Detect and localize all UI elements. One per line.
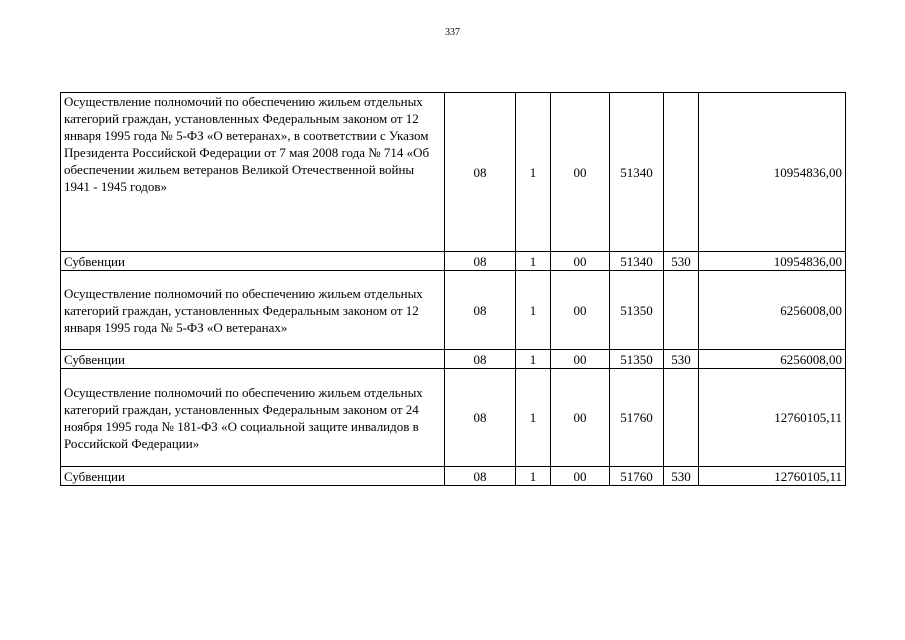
expense-type-code bbox=[664, 369, 699, 467]
target-code: 51340 bbox=[610, 252, 664, 271]
expense-type-code: 530 bbox=[664, 252, 699, 271]
expense-type-code bbox=[664, 93, 699, 252]
subsection-code: 1 bbox=[516, 350, 551, 369]
subsection-code: 1 bbox=[516, 271, 551, 350]
amount: 6256008,00 bbox=[699, 350, 846, 369]
section-code: 08 bbox=[445, 252, 516, 271]
program-code: 00 bbox=[551, 350, 610, 369]
program-code: 00 bbox=[551, 369, 610, 467]
amount: 10954836,00 bbox=[699, 252, 846, 271]
amount: 12760105,11 bbox=[699, 369, 846, 467]
row-name: Осуществление полномочий по обеспечению жильем отдельных категорий граждан, установленных Федеральным законом от 12 января 1995 года № 5-ФЗ «О ветеранах» bbox=[61, 271, 445, 350]
subsection-code: 1 bbox=[516, 467, 551, 486]
amount: 10954836,00 bbox=[699, 93, 846, 252]
subsection-code: 1 bbox=[516, 252, 551, 271]
page-number: 337 bbox=[445, 27, 460, 38]
section-code: 08 bbox=[445, 93, 516, 252]
target-code: 51350 bbox=[610, 350, 664, 369]
target-code: 51350 bbox=[610, 271, 664, 350]
table-row bbox=[61, 350, 846, 369]
subsection-code: 1 bbox=[516, 93, 551, 252]
expense-type-code bbox=[664, 271, 699, 350]
program-code: 00 bbox=[551, 271, 610, 350]
section-code: 08 bbox=[445, 271, 516, 350]
target-code: 51760 bbox=[610, 369, 664, 467]
row-name: Осуществление полномочий по обеспечению жильем отдельных категорий граждан, установленных Федеральным законом от 24 ноября 1995 года № 181-ФЗ «О социальной защите инвалидов в Российской Федерации» bbox=[61, 369, 445, 467]
table-row bbox=[61, 252, 846, 271]
expense-type-code: 530 bbox=[664, 467, 699, 486]
row-name: Субвенции bbox=[61, 252, 445, 271]
row-name: Осуществление полномочий по обеспечению жильем отдельных категорий граждан, установленных Федеральным законом от 12 января 1995 года № 5-ФЗ «О ветеранах», в соответствии с Указом Президента Российской Федерации от 7 мая 2008 года № 714 «Об обеспечении жильем ветеранов Великой Отечественной войны 1941 - 1945 годов» bbox=[61, 93, 445, 252]
budget-table bbox=[60, 92, 846, 486]
amount: 6256008,00 bbox=[699, 271, 846, 350]
program-code: 00 bbox=[551, 252, 610, 271]
table-row bbox=[61, 93, 846, 252]
program-code: 00 bbox=[551, 93, 610, 252]
expense-type-code: 530 bbox=[664, 350, 699, 369]
target-code: 51760 bbox=[610, 467, 664, 486]
amount: 12760105,11 bbox=[699, 467, 846, 486]
row-name: Субвенции bbox=[61, 467, 445, 486]
section-code: 08 bbox=[445, 350, 516, 369]
subsection-code: 1 bbox=[516, 369, 551, 467]
target-code: 51340 bbox=[610, 93, 664, 252]
table-row bbox=[61, 271, 846, 350]
table-row bbox=[61, 467, 846, 486]
program-code: 00 bbox=[551, 467, 610, 486]
table-row bbox=[61, 369, 846, 467]
section-code: 08 bbox=[445, 467, 516, 486]
row-name: Субвенции bbox=[61, 350, 445, 369]
section-code: 08 bbox=[445, 369, 516, 467]
